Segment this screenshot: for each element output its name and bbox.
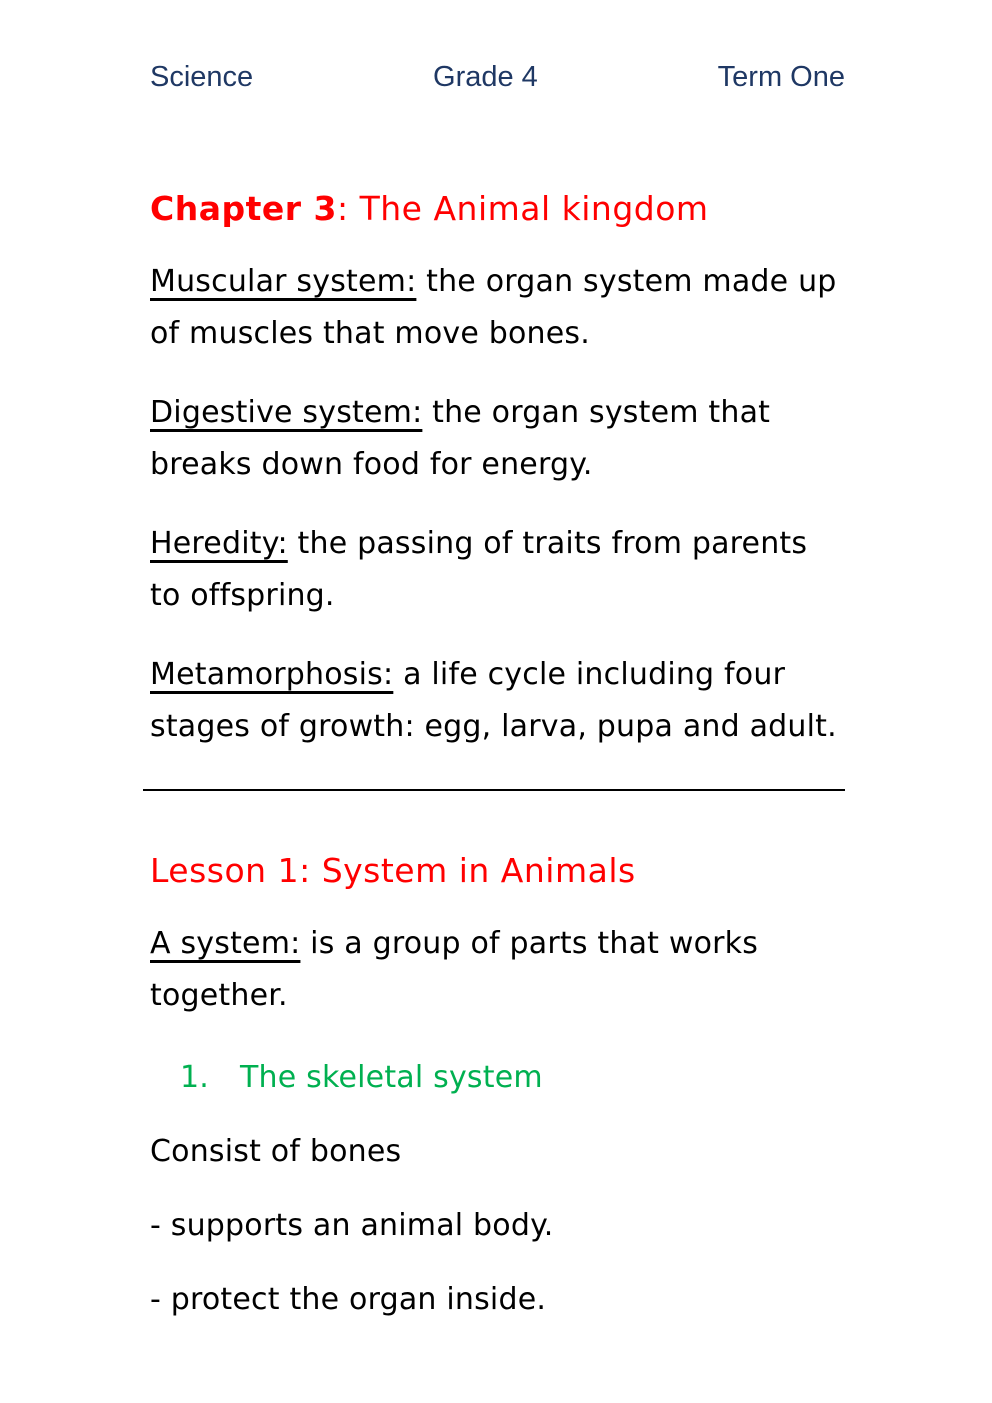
item-number: 1. [180,1060,210,1095]
section-divider [143,789,845,791]
definition-text: the organ system that breaks down food for energy. [150,395,771,482]
skeletal-point: - supports an animal body. [150,1208,554,1243]
definition-metamorphosis [150,649,845,753]
skeletal-point: - protect the organ inside. [150,1282,547,1317]
definition-text: a life cycle including four stages of growth: egg, larva, pupa and adult. [150,657,837,744]
definition-term: Digestive system: [150,395,423,430]
numbered-item-skeletal-system [150,1052,845,1104]
definition-muscular-system [150,256,845,360]
definition-digestive-system [150,387,845,491]
definition-heredity [150,518,845,622]
document-header [150,60,845,94]
skeletal-intro: Consist of bones [150,1134,402,1169]
definition-a-system [150,918,845,1022]
definition-text: is a group of parts that works together. [150,926,759,1013]
lesson-heading: Lesson 1: System in Animals [150,851,636,890]
header-subject: Science [150,61,254,93]
header-term: Term One [717,61,845,93]
definition-term: A system: [150,926,301,961]
chapter-title: : The Animal kingdom [336,189,709,228]
item-label: The skeletal system [240,1060,543,1095]
definition-term: Muscular system: [150,264,417,299]
definition-term: Metamorphosis: [150,657,394,692]
definition-term: Heredity: [150,526,288,561]
header-grade: Grade 4 [433,61,538,93]
definition-text: the organ system made up of muscles that move bones. [150,264,837,351]
chapter-heading [150,189,845,229]
chapter-label: Chapter 3 [150,189,337,228]
definition-text: the passing of traits from parents to offspring. [150,526,808,613]
